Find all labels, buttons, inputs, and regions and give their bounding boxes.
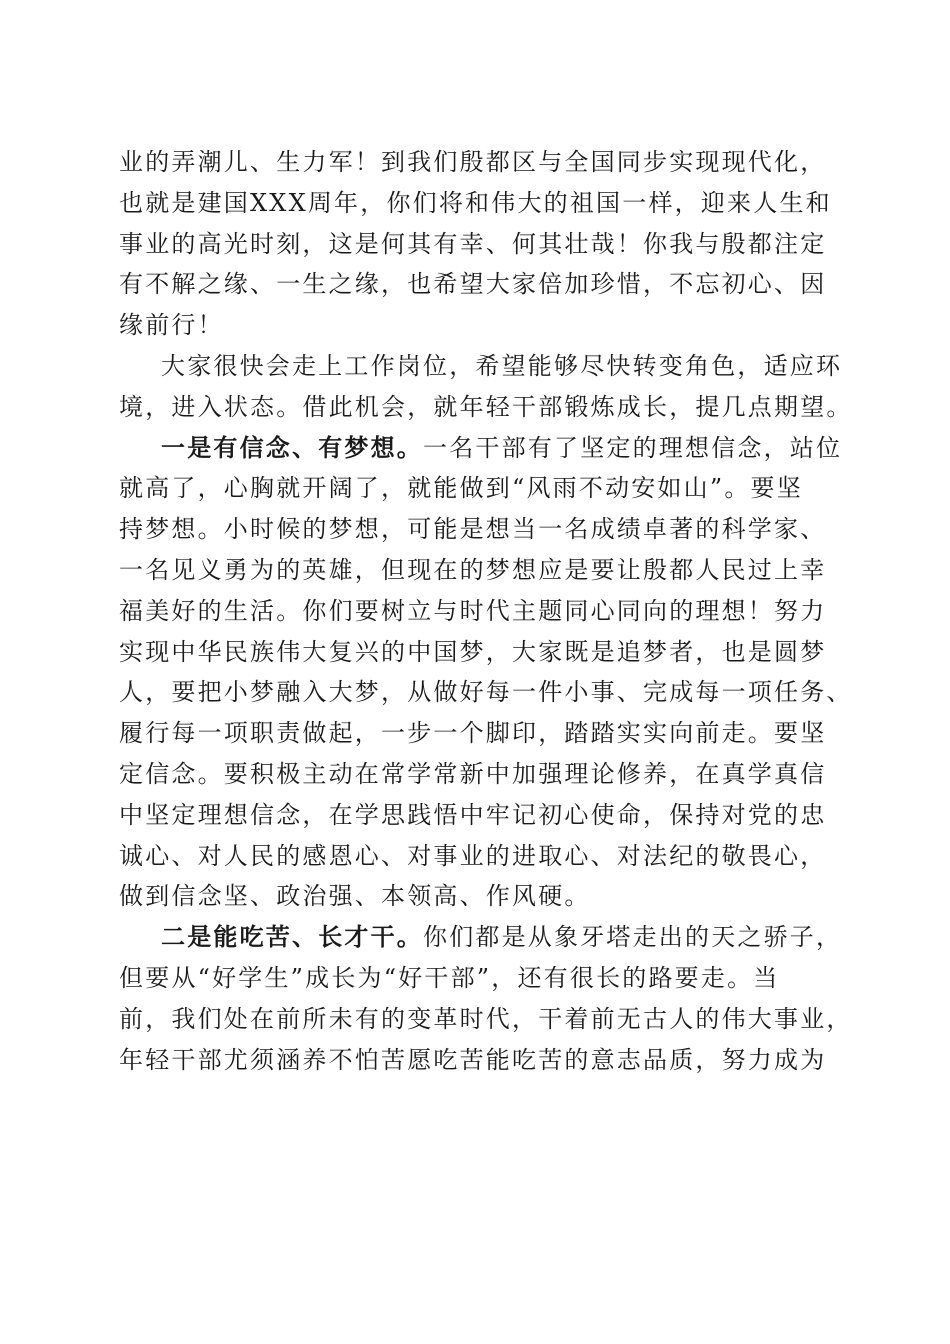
text-line: 中坚定理想信念，在学思践悟中牢记初心使命，保持对党的忠	[119, 800, 827, 829]
text-run: 一名干部有了坚定的理想信念，站位	[423, 433, 843, 462]
paragraph-heading: 二是能吃苦、长才干。	[161, 922, 423, 952]
text-line: 事业的高光时刻，这是何其有幸、何其壮哉！你我与殷都注定	[119, 229, 827, 258]
text-line: 持梦想。小时候的梦想，可能是想当一名成绩卓著的科学家、	[119, 515, 827, 544]
text-line: 年轻干部尤须涵养不怕苦愿吃苦能吃苦的意志品质，努力成为	[119, 1045, 827, 1074]
text-line: 诚心、对人民的感恩心、对事业的进取心、对法纪的敬畏心，	[119, 841, 827, 870]
text-line: 大家很快会走上工作岗位，希望能够尽快转变角色，适应环	[161, 351, 843, 380]
text-line	[119, 428, 843, 469]
text-line: 做到信念坚、政治强、本领高、作风硬。	[119, 882, 591, 911]
text-line: 缘前行！	[119, 311, 224, 340]
text-line: 境，进入状态。借此机会，就年轻干部锻炼成长，提几点期望。	[119, 392, 853, 421]
text-line: 人，要把小梦融入大梦，从做好每一件小事、完成每一项任务、	[119, 678, 853, 707]
text-line: 履行每一项职责做起，一步一个脚印，踏踏实实向前走。要坚	[119, 719, 827, 748]
text-line: 业的弄潮儿、生力军！到我们殷都区与全国同步实现现代化，	[119, 148, 827, 176]
text-line: 也就是建国XXX周年，你们将和伟大的祖国一样，迎来人生和	[119, 188, 832, 217]
text-line: 福美好的生活。你们要树立与时代主题同心同向的理想！努力	[119, 596, 827, 625]
document-body	[119, 142, 853, 1080]
text-line: 定信念。要积极主动在常学常新中加强理论修养，在真学真信	[119, 759, 827, 788]
paragraph-1	[119, 142, 831, 346]
paragraph-2	[119, 346, 853, 428]
text-line: 前，我们处在前所未有的变革时代，干着前无古人的伟大事业，	[119, 1004, 853, 1033]
text-line: 就高了，心胸就开阔了，就能做到“风雨不动安如山”。要坚	[119, 474, 803, 503]
text-line: 但要从“好学生”成长为“好干部”，还有很长的路要走。当	[119, 963, 780, 992]
text-run: 你们都是从象牙塔走出的天之骄子，	[423, 923, 843, 952]
text-line: 实现中华民族伟大复兴的中国梦，大家既是追梦者，也是圆梦	[119, 637, 827, 666]
text-line: 有不解之缘、一生之缘，也希望大家倍加珍惜，不忘初心、因	[119, 270, 827, 299]
paragraph-3	[119, 428, 853, 918]
text-line	[119, 917, 843, 958]
text-line: 一名见义勇为的英雄，但现在的梦想应是要让殷都人民过上幸	[119, 555, 827, 584]
paragraph-heading: 一是有信念、有梦想。	[161, 432, 423, 462]
paragraph-4	[119, 917, 853, 1080]
